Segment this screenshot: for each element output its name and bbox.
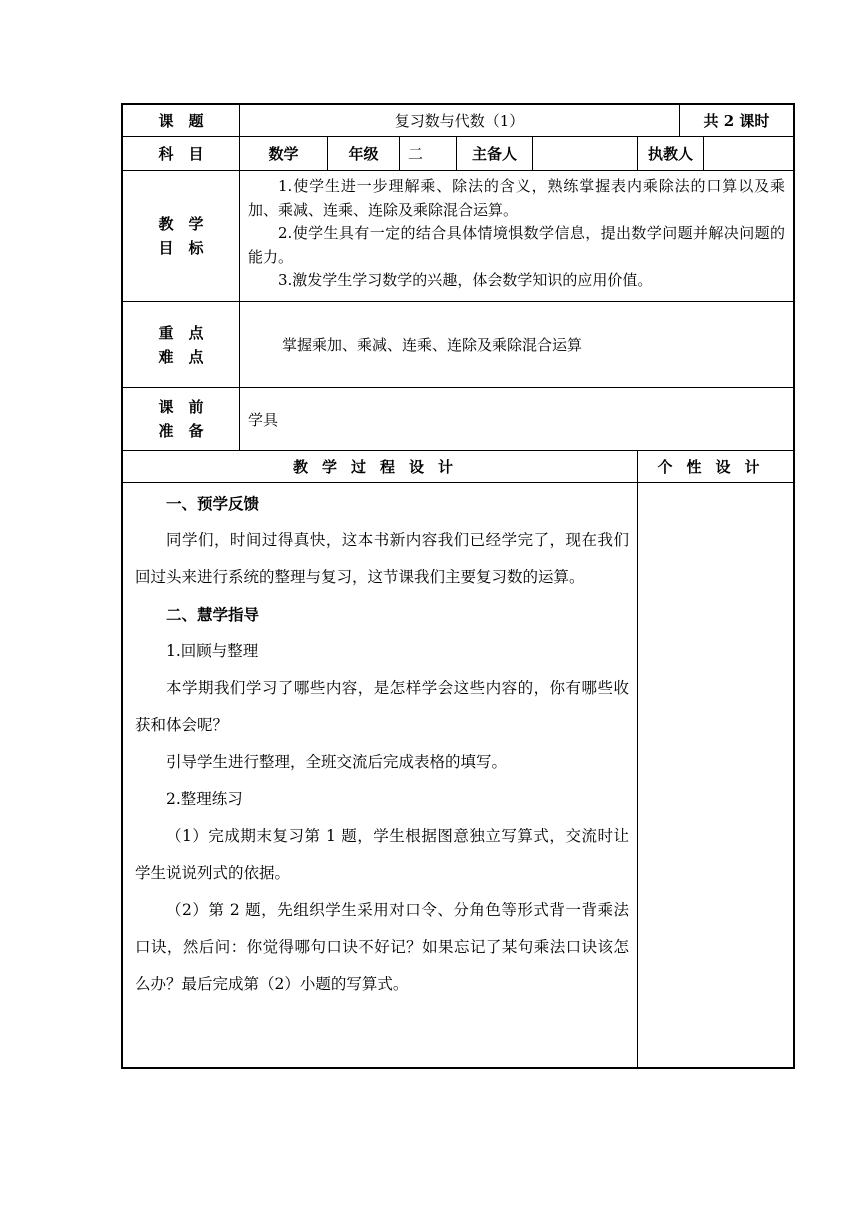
preparation-label-line2: 准 备 bbox=[158, 422, 204, 440]
key-points-label-line1: 重 点 bbox=[158, 323, 204, 342]
key-points-label-line2: 难 点 bbox=[158, 347, 204, 366]
preparation-label-line1: 课 前 bbox=[158, 398, 204, 416]
teacher-value bbox=[704, 137, 793, 170]
preparer-label: 主备人 bbox=[457, 137, 533, 170]
body-paragraph: （2）第 2 题，先组织学生采用对口令、分角色等形式背一背乘法口诀，然后问：你觉得哪句口诀不好记？如果忘记了某句乘法口诀该怎么办？最后完成第（2）小题的写算式。 bbox=[135, 901, 629, 993]
objective-item: 1.使学生进一步理解乘、除法的含义，熟练掌握表内乘除法的口算以及乘加、乘减、连乘、连除及乘除混合运算。 bbox=[248, 177, 785, 219]
body-paragraph: 1.回顾与整理 bbox=[166, 642, 259, 660]
objectives-label-line1: 教 学 bbox=[158, 215, 204, 233]
topic-row bbox=[123, 105, 793, 137]
objectives-label bbox=[123, 171, 240, 301]
preparation-row bbox=[123, 388, 793, 451]
body-paragraph: 引导学生进行整理，全班交流后完成表格的填写。 bbox=[166, 753, 508, 771]
objectives-content bbox=[240, 171, 793, 301]
body-paragraph: 本学期我们学习了哪些内容，是怎样学会这些内容的，你有哪些收获和体会呢？ bbox=[135, 679, 629, 734]
objectives-label-line2: 目 标 bbox=[158, 239, 204, 257]
body-paragraph: 2.整理练习 bbox=[166, 790, 243, 808]
grade-value: 二 bbox=[400, 137, 457, 170]
topic-value: 复习数与代数（1） bbox=[240, 105, 680, 136]
process-header-row bbox=[123, 451, 793, 483]
key-points-row bbox=[123, 302, 793, 388]
teacher-label: 执教人 bbox=[638, 137, 704, 170]
info-row bbox=[123, 137, 793, 171]
preparation-value: 学具 bbox=[248, 410, 279, 429]
personal-design-content bbox=[638, 483, 793, 1067]
topic-label: 课 题 bbox=[123, 105, 240, 136]
section-heading: 二、慧学指导 bbox=[166, 605, 260, 624]
subject-label: 科 目 bbox=[123, 137, 240, 170]
preparation-label bbox=[123, 388, 240, 450]
objective-item: 2.使学生具有一定的结合具体情境惧数学信息，提出数学问题并解决问题的能力。 bbox=[248, 224, 785, 266]
key-points-label bbox=[123, 302, 240, 387]
process-content bbox=[123, 483, 638, 1067]
grade-label: 年级 bbox=[328, 137, 400, 170]
objective-item: 3.激发学生学习数学的兴趣，体会数学知识的应用价值。 bbox=[278, 271, 653, 289]
key-points-value: 掌握乘加、乘减、连乘、连除及乘除混合运算 bbox=[282, 336, 583, 354]
process-body-row bbox=[123, 483, 793, 1067]
periods-count: 共 2 课时 bbox=[703, 112, 770, 130]
process-design-heading: 教学过程设计 bbox=[123, 451, 638, 482]
objectives-row bbox=[123, 171, 793, 302]
body-paragraph: 同学们，时间过得真快，这本书新内容我们已经学完了，现在我们回过头来进行系统的整理与复习，这节课我们主要复习数的运算。 bbox=[135, 531, 629, 586]
lesson-plan-table bbox=[121, 103, 795, 1069]
personal-design-heading: 个性设计 bbox=[657, 458, 774, 476]
subject-value: 数学 bbox=[240, 137, 328, 170]
section-heading: 一、预学反馈 bbox=[166, 494, 260, 513]
preparer-value bbox=[533, 137, 638, 170]
body-paragraph: （1）完成期末复习第 1 题，学生根据图意独立写算式，交流时让学生说说列式的依据。 bbox=[135, 827, 629, 882]
